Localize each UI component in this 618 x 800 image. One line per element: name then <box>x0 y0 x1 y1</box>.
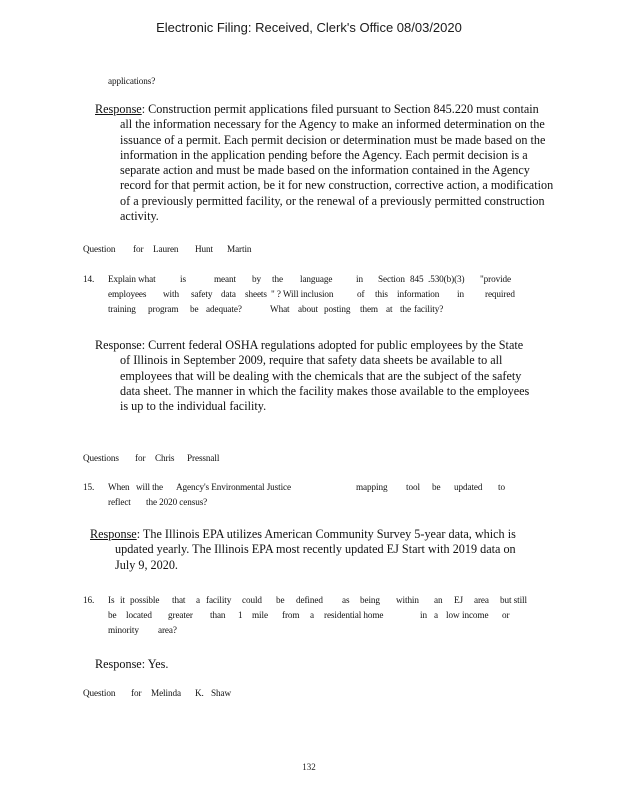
question-16-line <box>108 608 528 623</box>
question-word: updated <box>454 482 483 492</box>
question-word: in <box>457 289 464 299</box>
response-3-first-line: : The Illinois EPA utilizes American Community Survey 5-year data, which is <box>136 527 516 541</box>
question-word: the 2020 census? <box>146 497 208 507</box>
question-14-number: 14. <box>83 274 95 284</box>
heading-word: Melinda <box>151 688 181 698</box>
question-word: located <box>126 610 152 620</box>
question-word: as <box>342 595 350 605</box>
section-heading-melinda <box>83 686 231 701</box>
question-word: possible <box>130 595 160 605</box>
question-word: reflect <box>108 497 131 507</box>
question-word: a <box>434 610 438 620</box>
heading-word: Questions <box>83 453 119 463</box>
response-3-label: Response <box>90 527 137 541</box>
response-2-line: data sheet. The manner in which the facility makes those available to the employees <box>120 383 530 398</box>
response-3 <box>90 527 590 573</box>
question-word: posting <box>324 304 351 314</box>
heading-word: K. <box>195 688 204 698</box>
heading-word: Question <box>83 688 116 698</box>
question-word: in <box>420 610 427 620</box>
question-word: be <box>432 482 441 492</box>
question-word: this <box>375 289 388 299</box>
question-word: minority <box>108 625 139 635</box>
question-word: by <box>252 274 261 284</box>
question-word: could <box>242 595 262 605</box>
heading-word: for <box>131 688 142 698</box>
question-word: adequate? <box>206 304 242 314</box>
question-word: When <box>108 482 130 492</box>
response-1-line: all the information necessary for the Agency to make an informed determination on the <box>120 117 545 132</box>
response-2-line: employees that will be dealing with the chemicals that are the subject of the safety <box>120 368 522 383</box>
question-word: be <box>108 610 117 620</box>
question-15-line <box>108 480 528 495</box>
section-heading-chris <box>83 451 219 466</box>
section-heading-lauren <box>83 242 251 257</box>
question-word: language <box>300 274 333 284</box>
question-word: employees <box>108 289 147 299</box>
heading-word: Question <box>83 244 116 254</box>
question-word: with <box>163 289 179 299</box>
question-word: area <box>474 595 489 605</box>
question-14 <box>108 272 528 317</box>
question-word: tool <box>406 482 420 492</box>
question-16-line <box>108 623 528 638</box>
question-word: Explain what <box>108 274 156 284</box>
question-14-line <box>108 287 528 302</box>
heading-word: for <box>135 453 146 463</box>
response-1-line: record for that permit action, be it for new construction, corrective action, a modification <box>120 178 554 193</box>
heading-word: Hunt <box>195 244 213 254</box>
filing-header: Electronic Filing: Received, Clerk's Office 08/03/2020 <box>156 20 462 35</box>
heading-word: Pressnall <box>187 453 220 463</box>
question-word: that <box>172 595 186 605</box>
question-word: the <box>272 274 283 284</box>
heading-word: for <box>133 244 144 254</box>
question-word: them <box>360 304 378 314</box>
question-word: within <box>396 595 419 605</box>
question-word: than <box>210 610 226 620</box>
response-1-first-line: : Construction permit applications filed pursuant to Section 845.220 must contain <box>141 102 539 116</box>
question-word: 1 <box>238 610 243 620</box>
response-2-first-line: Response: Current federal OSHA regulations adopted for public employees by the State <box>95 338 524 352</box>
question-word: "provide <box>480 274 512 284</box>
question-word: meant <box>214 274 236 284</box>
question-word: mile <box>252 610 268 620</box>
question-word: being <box>360 595 380 605</box>
response-2-line: of Illinois in September 2009, require that safety data sheets be available to all <box>120 353 503 368</box>
question-word: income <box>462 610 489 620</box>
response-1 <box>95 102 595 224</box>
question-word: or <box>502 610 510 620</box>
question-word: will the <box>136 482 164 492</box>
question-word: facility? <box>414 304 444 314</box>
question-word: residential home <box>324 610 384 620</box>
question-14-line <box>108 302 528 317</box>
question-word: defined <box>296 595 323 605</box>
question-word: Agency's Environmental Justice <box>176 482 292 492</box>
question-word: be <box>276 595 285 605</box>
question-word: .530(b)(3) <box>428 274 465 284</box>
question-word: a <box>310 610 314 620</box>
heading-word: Martin <box>227 244 252 254</box>
response-2 <box>95 338 595 414</box>
question-word: in <box>356 274 363 284</box>
question-word: What <box>270 304 290 314</box>
question-word: an <box>434 595 443 605</box>
question-14-line <box>108 272 528 287</box>
response-4: Response: Yes. <box>95 657 169 671</box>
question-word: EJ <box>454 595 463 605</box>
question-word: of <box>357 289 365 299</box>
question-word: Section <box>378 274 405 284</box>
response-1-line: of a previously permitted facility, or the renewal of a previously permitted construction <box>120 193 545 208</box>
heading-word: Shaw <box>211 688 232 698</box>
response-1-line: separate action and must be made based on the information contained in the Agency <box>120 163 530 178</box>
question-word: about <box>298 304 318 314</box>
question-word: program <box>148 304 179 314</box>
response-1-line: information in the application pending before the Agency. Each permit decision is a <box>120 147 528 162</box>
question-word: be <box>190 304 199 314</box>
response-2-line: is up to the individual facility. <box>120 399 267 414</box>
question-16-line <box>108 593 528 608</box>
question-word: from <box>282 610 300 620</box>
question-15 <box>108 480 528 510</box>
question-word: facility <box>206 595 232 605</box>
response-3-line: updated yearly. The Illinois EPA most recently updated EJ Start with 2019 data on <box>115 542 516 557</box>
question-word: mapping <box>356 482 388 492</box>
question-word: required <box>485 289 515 299</box>
question-word: the <box>400 304 411 314</box>
question-word: training <box>108 304 136 314</box>
question-15-number: 15. <box>83 482 95 492</box>
response-1-line: activity. <box>120 209 159 224</box>
question-word: but still <box>500 595 527 605</box>
question-word: information <box>397 289 440 299</box>
response-3-line: July 9, 2020. <box>115 557 178 572</box>
question-word: greater <box>168 610 193 620</box>
question-word: Is <box>108 595 115 605</box>
question-word: " ? Will inclusion <box>271 289 334 299</box>
question-word: data <box>221 289 236 299</box>
question-15-line <box>108 495 528 510</box>
question-word: sheets <box>245 289 267 299</box>
question-16 <box>108 593 528 638</box>
question-word: at <box>386 304 393 314</box>
intro-fragment: applications? <box>108 76 156 86</box>
question-word: a <box>196 595 200 605</box>
page-number: 132 <box>302 762 316 772</box>
question-word: safety <box>191 289 213 299</box>
response-1-label: Response <box>95 102 142 116</box>
question-word: area? <box>158 625 177 635</box>
question-16-number: 16. <box>83 595 95 605</box>
question-word: is <box>180 274 186 284</box>
question-word: it <box>120 595 125 605</box>
question-word: to <box>498 482 505 492</box>
question-word: low <box>446 610 460 620</box>
heading-word: Lauren <box>153 244 179 254</box>
response-1-line: issuance of a permit. Each permit decision or determination must be made based on the <box>120 132 546 147</box>
question-word: 845 <box>410 274 424 284</box>
heading-word: Chris <box>155 453 175 463</box>
